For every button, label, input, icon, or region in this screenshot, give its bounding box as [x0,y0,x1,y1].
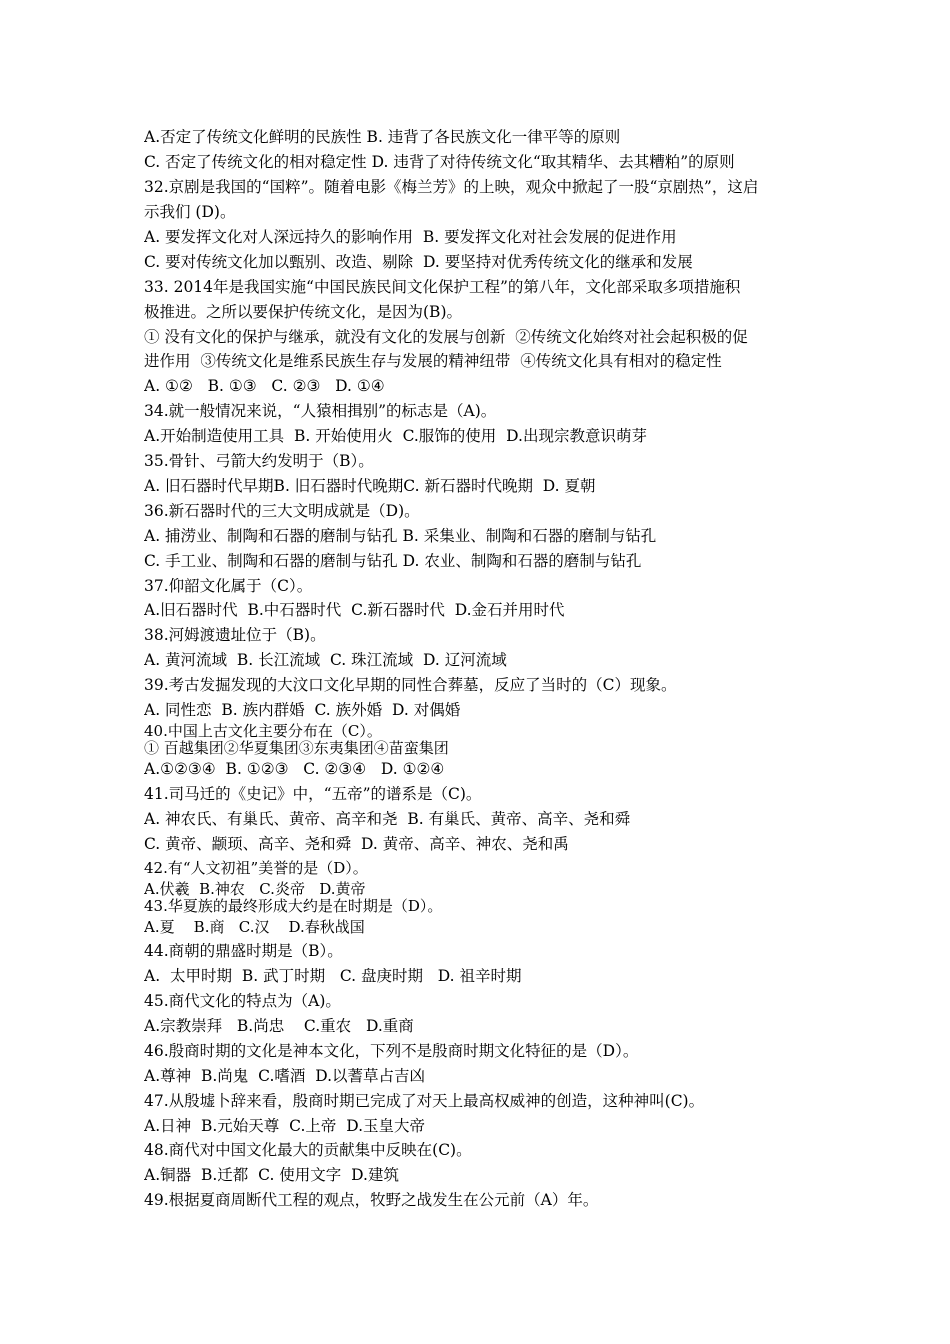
text-line: 44.商朝的鼎盛时期是（B）。 [144,942,343,960]
text-line: A. 神农氏、有巢氏、黄帝、高辛和尧 B. 有巢氏、黄帝、高辛、尧和舜 [144,810,631,828]
text-line: A. 要发挥文化对人深远持久的影响作用 B. 要发挥文化对社会发展的促进作用 [144,228,677,246]
text-line: ① 百越集团②华夏集团③东夷集团④苗蛮集团 [144,739,449,757]
text-line: 49.根据夏商周断代工程的观点，牧野之战发生在公元前（A）年。 [144,1191,599,1209]
text-line: C. 否定了传统文化的相对稳定性 D. 违背了对待传统文化“取其精华、去其糟粕”的原则 [144,153,735,171]
text-line: 35.骨针、弓箭大约发明于（B）。 [144,452,374,470]
text-line: C. 手工业、制陶和石器的磨制与钻孔 D. 农业、制陶和石器的磨制与钻孔 [144,552,642,570]
text-line: 33. 2014年是我国实施“中国民族民间文化保护工程”的第八年，文化部采取多项措施积 [144,278,741,296]
text-line: A.宗教崇拜 B.尚忠 C.重农 D.重商 [144,1017,414,1035]
text-line: 39.考古发掘发现的大汶口文化早期的同性合葬墓，反应了当时的（C）现象。 [144,676,677,694]
text-line: A. 黄河流域 B. 长江流域 C. 珠江流域 D. 辽河流域 [144,651,507,669]
text-line: A.夏 B.商 C.汉 D.春秋战国 [144,918,365,936]
text-line: A.①②③④ B. ①②③ C. ②③④ D. ①②④ [144,760,445,778]
text-line: A.伏羲 B.神农 C.炎帝 D.黄帝 [144,880,366,898]
text-line: A.铜器 B.迁都 C. 使用文字 D.建筑 [144,1166,399,1184]
text-line: 43.华夏族的最终形成大约是在时期是（D）。 [144,897,443,915]
text-line: A.日神 B.元始天尊 C.上帝 D.玉皇大帝 [144,1117,426,1135]
text-line: A. ①② B. ①③ C. ②③ D. ①④ [144,377,385,395]
text-line: A.旧石器时代 B.中石器时代 C.新石器时代 D.金石并用时代 [144,601,565,619]
text-line: 48.商代对中国文化最大的贡献集中反映在(C)。 [144,1141,472,1159]
text-line: C. 黄帝、颛顼、高辛、尧和舜 D. 黄帝、高辛、神农、尧和禹 [144,835,569,853]
text-line: 45.商代文化的特点为（A)。 [144,992,341,1010]
text-line: 47.从殷墟卜辞来看，殷商时期已完成了对天上最高权威神的创造，这种神叫(C)。 [144,1092,705,1110]
text-line: 38.河姆渡遗址位于（B)。 [144,626,326,644]
text-line: A.否定了传统文化鲜明的民族性 B. 违背了各民族文化一律平等的原则 [144,128,621,146]
text-line: 示我们 (D)。 [144,203,236,221]
text-line: 极推进。之所以要保护传统文化，是因为(B)。 [144,303,462,321]
text-line: 37.仰韶文化属于（C）。 [144,577,313,595]
text-line: A.开始制造使用工具 B. 开始使用火 C.服饰的使用 D.出现宗教意识萌芽 [144,427,647,445]
text-line: A. 捕涝业、制陶和石器的磨制与钻孔 B. 采集业、制陶和石器的磨制与钻孔 [144,527,657,545]
text-line: A. 太甲时期 B. 武丁时期 C. 盘庚时期 D. 祖辛时期 [144,967,522,985]
text-line: 34.就一般情况来说，“人猿相揖别”的标志是（A)。 [144,402,497,420]
text-line: 32.京剧是我国的“国粹”。随着电影《梅兰芳》的上映，观众中掀起了一股“京剧热”，这启 [144,178,759,196]
text-line: A. 同性恋 B. 族内群婚 C. 族外婚 D. 对偶婚 [144,701,461,719]
text-line: 40.中国上古文化主要分布在（C）。 [144,722,382,740]
text-line: ① 没有文化的保护与继承，就没有文化的发展与创新 ②传统文化始终对社会起积极的促 [144,328,748,346]
text-line: 42.有“人文初祖”美誉的是（D）。 [144,859,368,877]
text-line: A. 旧石器时代早期B. 旧石器时代晚期C. 新石器时代晚期 D. 夏朝 [144,477,596,495]
text-line: C. 要对传统文化加以甄别、改造、剔除 D. 要坚持对优秀传统文化的继承和发展 [144,253,693,271]
text-line: 进作用 ③传统文化是维系民族生存与发展的精神纽带 ④传统文化具有相对的稳定性 [144,352,722,370]
text-line: A.尊神 B.尚鬼 C.嗜酒 D.以蓍草占吉凶 [144,1067,426,1085]
text-line: 41.司马迁的《史记》中，“五帝”的谱系是（C)。 [144,785,482,803]
text-line: 36.新石器时代的三大文明成就是（D)。 [144,502,420,520]
text-line: 46.殷商时期的文化是神本文化，下列不是殷商时期文化特征的是（D）。 [144,1042,639,1060]
